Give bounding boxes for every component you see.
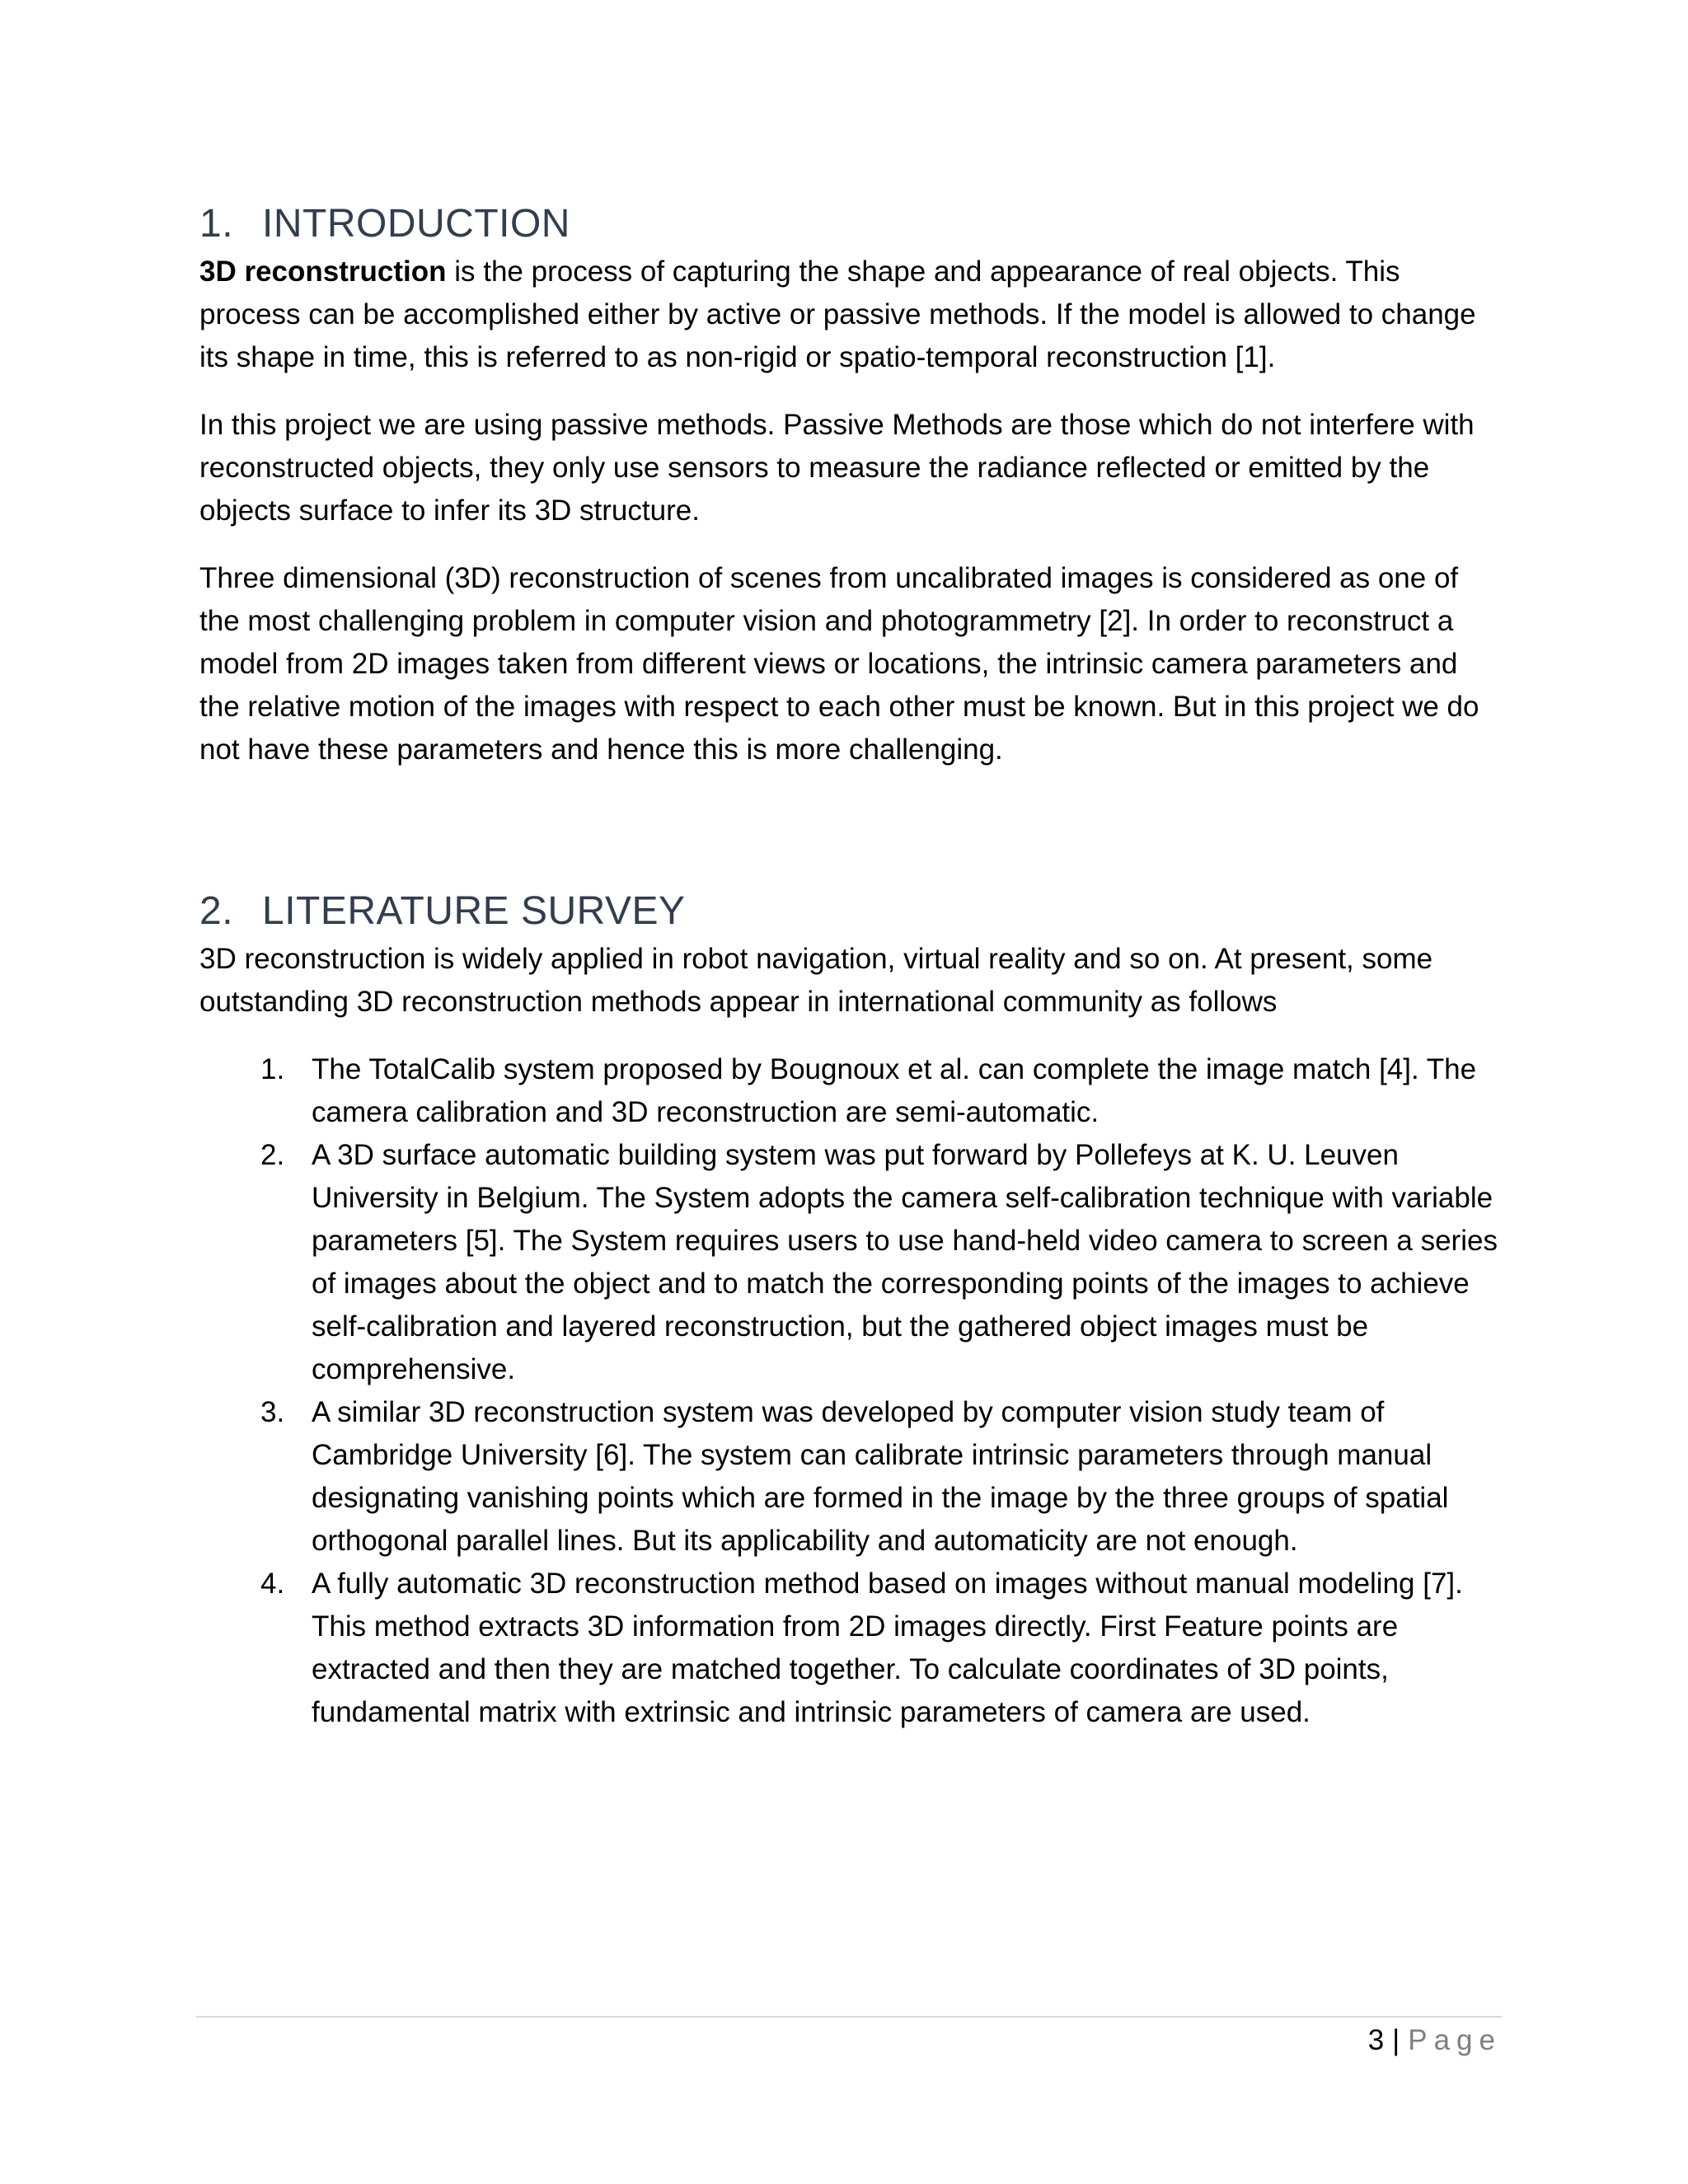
paragraph-text: In this project we are using passive methods. Passive Methods are those which do not interfere with reconstructed objects, they only use sensors to measure the radiance reflected or emitted by the objects surface to infer its 3D structure.: [199, 409, 1475, 527]
list-item: [199, 1048, 1502, 1134]
page-number: 3: [1367, 2024, 1385, 2056]
list-item-text: The TotalCalib system proposed by Bougnoux et al. can complete the image match [4]. The camera calibration and 3D reconstruction are semi-automatic.: [312, 1053, 1477, 1128]
page-label: Page: [1408, 2024, 1502, 2056]
list-item-number: 1.: [260, 1053, 285, 1085]
list-item-text: A fully automatic 3D reconstruction method based on images without manual modeling [7]. This method extracts 3D information from 2D images directly. First Feature points are extracted and then they are matched together. To calculate coordinates of 3D points, fundamental matrix with extrinsic and intrinsic parameters of camera are used.: [312, 1568, 1463, 1728]
list-item-text: A 3D surface automatic building system was put forward by Pollefeys at K. U. Leuven University in Belgium. The System adopts the camera self-calibration technique with variable parameters [5]. The System requires users to use hand-held video camera to screen a series of images about the object and to match the corresponding points of the images to achieve self-calibration and layered reconstruction, but the gathered object images must be comprehensive.: [312, 1139, 1498, 1385]
intro-paragraph-2: [199, 404, 1502, 532]
page-content: [199, 198, 1502, 1734]
footer-separator: |: [1392, 2024, 1400, 2056]
survey-list: [199, 1048, 1502, 1734]
intro-paragraph-1: [199, 251, 1502, 379]
section-number: 1.: [199, 202, 234, 246]
section-title: INTRODUCTION: [262, 202, 570, 246]
list-item-number: 3.: [260, 1396, 285, 1428]
list-item: [199, 1134, 1502, 1391]
bold-term: 3D reconstruction: [199, 255, 447, 288]
section-introduction: [199, 198, 1502, 771]
section-heading-literature-survey: [199, 885, 1502, 938]
paragraph-text: is the process of capturing the shape and appearance of real objects. This process can be accomplished either by active or passive methods. If the model is allowed to change its shape in time, this is referred to as non-rigid or spatio-temporal reconstruction [1].: [199, 255, 1476, 373]
section-title: LITERATURE SURVEY: [262, 889, 686, 933]
footer-divider: [196, 2016, 1502, 2018]
paragraph-text: Three dimensional (3D) reconstruction of scenes from uncalibrated images is considered as one of the most challenging problem in computer vision and photogrammetry [2]. In order to reconstruct a model from 2D images taken from different views or locations, the intrinsic camera parameters and the relative motion of the images with respect to each other must be known. But in this project we do not have these parameters and hence this is more challenging.: [199, 562, 1479, 766]
section-heading-introduction: [199, 198, 1502, 251]
survey-intro-paragraph: [199, 938, 1502, 1024]
paragraph-text: 3D reconstruction is widely applied in robot navigation, virtual reality and so on. At present, some outstanding 3D reconstruction methods appear in international community as follows: [199, 943, 1433, 1018]
list-item: [199, 1391, 1502, 1563]
page-footer: [1368, 2019, 1502, 2062]
list-item-number: 4.: [260, 1568, 285, 1600]
intro-paragraph-3: [199, 557, 1502, 771]
section-literature-survey: [199, 885, 1502, 1734]
list-item-number: 2.: [260, 1139, 285, 1171]
section-spacer: [199, 796, 1502, 885]
section-number: 2.: [199, 889, 234, 933]
list-item: [199, 1563, 1502, 1734]
list-item-text: A similar 3D reconstruction system was developed by computer vision study team of Cambridge University [6]. The system can calibrate intrinsic parameters through manual designating vanishing points which are formed in the image by the three groups of spatial orthogonal parallel lines. But its applicability and automaticity are not enough.: [312, 1396, 1449, 1557]
